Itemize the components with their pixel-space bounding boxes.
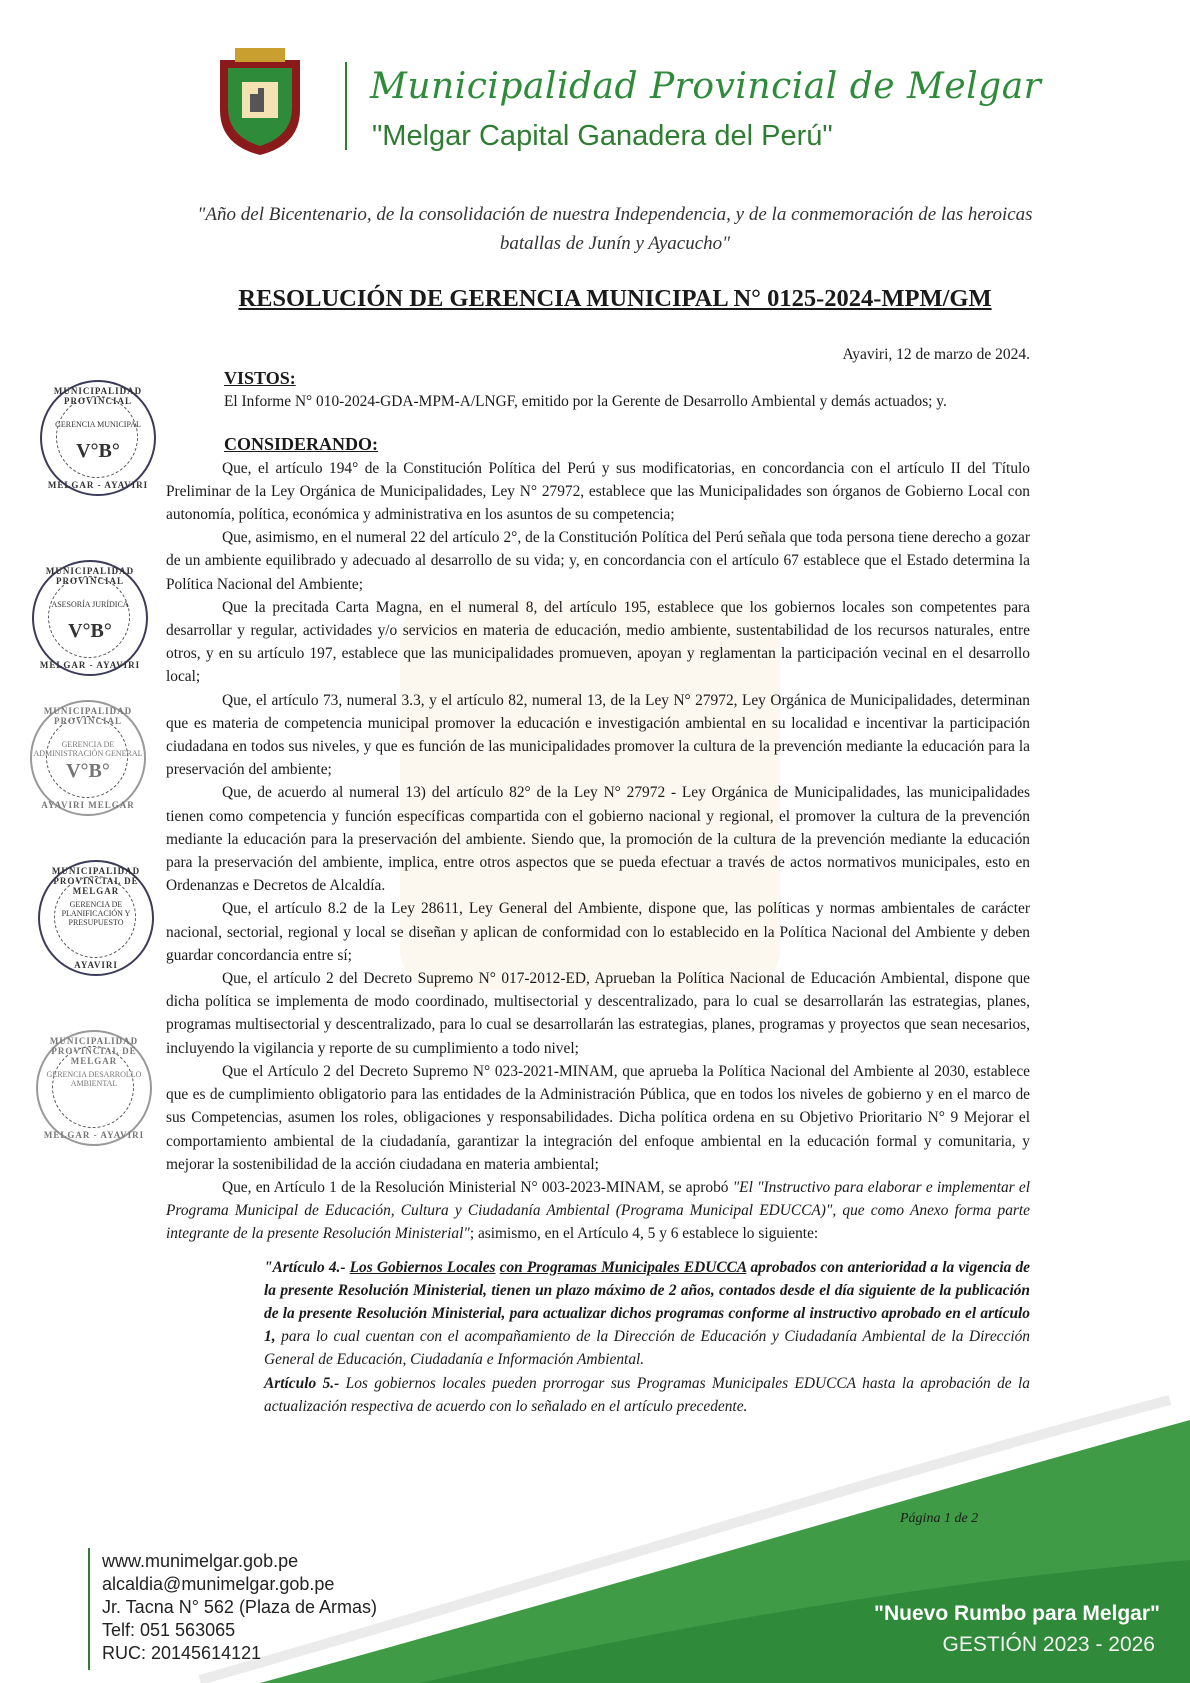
footer-divider <box>88 1548 90 1670</box>
paragraph: Que el Artículo 2 del Decreto Supremo N° 023-2021-MINAM, que aprueba la Política Nacional del Ambiente al 2030, establece que es de cumplimiento obligatorio para las entidades de la Administración Pública, que en todos los niveles de gobierno y en el marco de sus Competencias, asumen los roles, obligaciones y responsabilidades. Dicha política ordena en su Objetivo Prioritario N° 9 Mejorar el comportamiento ambiental de la ciudadanía, garantizar la integración del enfoque ambiental en la educación formal y comunitaria, y mejorar la sostenibilidad de la acción ciudadana en materia ambiental; <box>166 1062 1030 1173</box>
art4-underline-2: con Programas Municipales EDUCCA <box>499 1258 747 1276</box>
paragraph-rm <box>166 1176 1030 1246</box>
paragraph: Que, el artículo 8.2 de la Ley 28611, Ley General del Ambiente, dispone que, las políticas y normas ambientales de carácter nacional, sectorial, regional y local se diseñan y aplican de conformidad con lo establecido en la Política Nacional del Ambiente y deben guardar concordancia entre sí; <box>166 900 1030 964</box>
paragraph: Que, el artículo 2 del Decreto Supremo N° 017-2012-ED, Aprueban la Política Nacional de Educación Ambiental, dispone que dicha política se implementa de modo coordinado, multisectorial y descentralizado, para lo cual se desarrollarán las estrategias, planes, programas multisectorial y descentralizado, para lo cual se desarrollarán las estrategias, planes, programas y proyectos que sean necesarios, incluyendo la vigilancia y reporte de su cumplimiento a todo nivel; <box>166 970 1030 1057</box>
paragraph: Que, asimismo, en el numeral 22 del artículo 2°, de la Constitución Política del Perú señala que toda persona tiene derecho a gozar de un ambiente equilibrado y adecuado al desarrollo de su vida; y, en concordancia con el artículo 67 establece que el Estado determina la Política Nacional del Ambiente; <box>166 529 1030 593</box>
phone: Telf: 051 563065 <box>102 1620 236 1640</box>
administration-term: GESTIÓN 2023 - 2026 <box>942 1633 1155 1656</box>
approval-stamp: MUNICIPALIDAD PROVINCIAL DE MELGAR GERENCIA DESARROLLO AMBIENTAL MELGAR - AYAVIRI <box>36 1030 152 1146</box>
ruc: RUC: 20145614121 <box>102 1643 262 1663</box>
approval-stamp: MUNICIPALIDAD PROVINCIAL ASESORÍA JURÍDICA V°B° MELGAR - AYAVIRI <box>32 560 148 676</box>
vistos-heading: VISTOS: <box>224 368 296 388</box>
document-body <box>166 367 1030 1418</box>
paragraph: Que, el artículo 194° de la Constitución Política del Perú y sus modificatorias, en concordancia con el artículo II del Título Preliminar de la Ley Orgánica de Municipalidades, Ley N° 27972, establece que las Municipalidades son órganos de Gobierno Local con autonomía, política, económica y administrativa en los asuntos de su competencia; <box>166 459 1030 524</box>
page-number: Página 1 de 2 <box>900 1511 979 1526</box>
art4-rest: para lo cual cuentan con el acompañamiento de la Dirección de Educación y Ciudadanía Ambiental de la Dirección General de Educación, Ciudadanía e Información Ambiental. <box>264 1328 1030 1369</box>
art4-bold: aprobados con anterioridad a la vigencia de la presente Resolución Ministerial, tienen un plazo máximo de 2 años, contados desde el día siguiente de la publicación de la presente Resolución Ministerial, para actualizar dichos programas conforme al instructivo aprobado en el artículo 1, <box>264 1258 1030 1346</box>
vistos-text: El Informe N° 010-2024-GDA-MPM-A/LNGF, emitido por la Gerente de Desarrollo Ambiental y demás actuados; y. <box>224 393 947 411</box>
art5-label: Artículo 5.- <box>264 1374 340 1392</box>
art4-underline-1: Los Gobiernos Locales <box>349 1258 496 1276</box>
rm-tail: ; asimismo, en el Artículo 4, 5 y 6 establece lo siguiente: <box>469 1225 819 1243</box>
header-divider <box>345 62 347 150</box>
address: Jr. Tacna N° 562 (Plaza de Armas) <box>102 1597 377 1617</box>
article-4-quote <box>264 1256 1030 1372</box>
considerando-heading: CONSIDERANDO: <box>224 434 379 455</box>
campaign-slogan: "Nuevo Rumbo para Melgar" <box>874 1602 1160 1625</box>
resolution-date: Ayaviri, 12 de marzo de 2024. <box>842 346 1030 363</box>
municipality-crest-logo <box>200 40 320 160</box>
art4-label: "Artículo 4.- <box>264 1258 350 1276</box>
municipality-slogan: "Melgar Capital Ganadera del Perú" <box>372 120 833 152</box>
website-link[interactable]: www.munimelgar.gob.pe <box>102 1551 299 1571</box>
approval-stamp: MUNICIPALIDAD PROVINCIAL DE MELGAR GERENCIA DE PLANIFICACIÓN Y PRESUPUESTO AYAVIRI <box>38 860 154 976</box>
footer-contacts <box>102 1550 377 1665</box>
rm-lead: Que, en Artículo 1 de la Resolución Ministerial N° 003-2023-MINAM, se aprobó <box>222 1178 733 1196</box>
email-link[interactable]: alcaldia@munimelgar.gob.pe <box>102 1574 335 1594</box>
approval-stamp: MUNICIPALIDAD PROVINCIAL GERENCIA MUNICIPAL V°B° MELGAR - AYAVIRI <box>40 380 156 496</box>
art5-text: Los gobiernos locales pueden prorrogar sus Programas Municipales EDUCCA hasta la aprobación de la actualización respectiva de acuerdo con lo señalado en el artículo precedente. <box>264 1374 1031 1415</box>
rm-quote: "El "Instructivo para elaborar e implementar el Programa Municipal de Educación, Cultura y Ciudadanía Ambiental (Programa Municipal EDUCCA)", que como Anexo forma parte integrante de la presente Resolución Ministerial" <box>166 1178 1030 1243</box>
approval-stamp: MUNICIPALIDAD PROVINCIAL GERENCIA DE ADMINISTRACIÓN GENERAL V°B° AYAVIRI MELGAR <box>30 700 146 816</box>
paragraph: Que la precitada Carta Magna, en el numeral 8, del artículo 195, establece que los gobiernos locales son competentes para desarrollar y regular, actividades y/o servicios en materia de educación, medio ambiente, sustentabilidad de los recursos naturales, entre otros, y en su artículo 197, establece que las municipalidades promueven, apoyan y reglamentan la participación vecinal en el desarrollo local; <box>166 598 1030 686</box>
paragraph: Que, de acuerdo al numeral 13) del artículo 82° de la Ley N° 27972 - Ley Orgánica de Municipalidades, las municipalidades tienen como competencia y función específicas compartida con el gobierno nacional y regional, el promover la cultura de la prevención mediante la educación para la preservación del ambiente. Siendo que, la promoción de la cultura de la prevención mediante la educación para la preservación del ambiente, implica, entre otros aspectos que se pueda efectuar a través de actos normativos municipales, esto en Ordenanzas e Decretos de Alcaldía. <box>166 784 1030 895</box>
municipality-name: Municipalidad Provincial de Melgar <box>370 66 1042 107</box>
resolution-title: RESOLUCIÓN DE GERENCIA MUNICIPAL N° 0125-2024-MPM/GM <box>238 285 992 312</box>
year-motto: "Año del Bicentenario, de la consolidación de nuestra Independencia, y de la conmemoración de las heroicas batallas de Junín y Ayacucho" <box>197 204 1033 254</box>
paragraph: Que, el artículo 73, numeral 3.3, y el artículo 82, numeral 13, de la Ley N° 27972, Ley Orgánica de Municipalidades, determinan que es materia de competencia municipal promover la educación e investigación ambiental en su localidad e incentivar la participación ciudadana en todos sus niveles, y que es función de las municipalidades promover la cultura de la prevención mediante la educación para la preservación del ambiente; <box>166 691 1030 779</box>
article-5-quote <box>264 1372 1030 1418</box>
